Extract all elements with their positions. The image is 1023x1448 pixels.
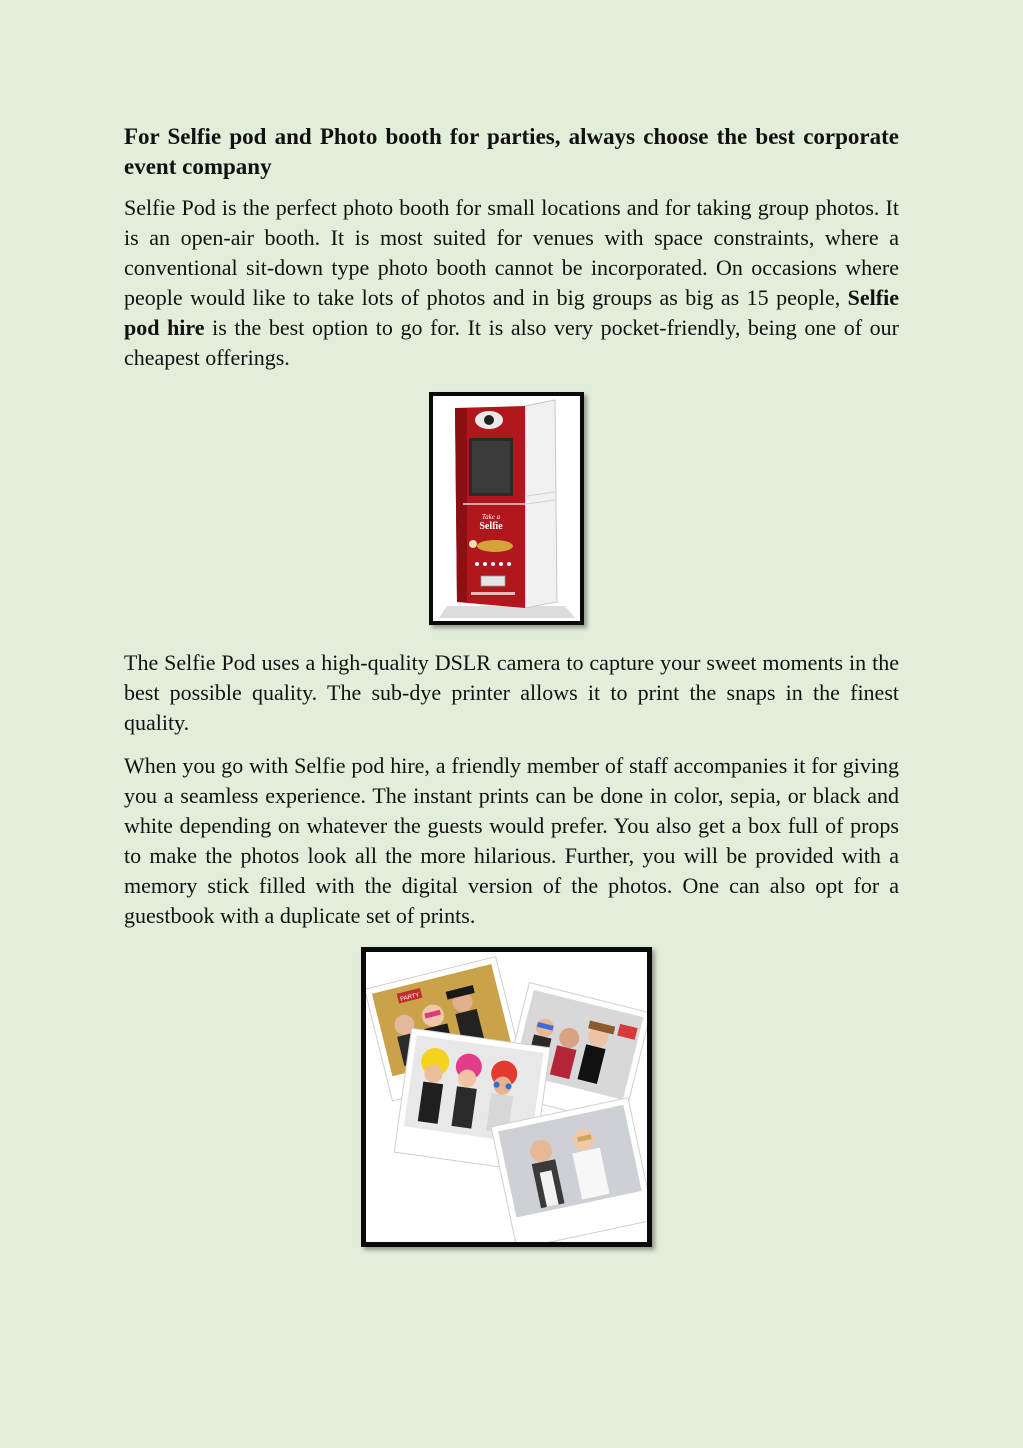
paragraph-intro <box>124 193 899 373</box>
content-top <box>124 122 899 386</box>
paragraph-intro-text: Selfie Pod is the perfect photo booth for small locations and for taking group photos. It is an open-air booth. It is most suited for venues with space constraints, where a conventional sit-down type photo booth cannot be incorporated. On occasions where people would like to take lots of photos and in big groups as big as 15 people, <box>124 195 899 310</box>
paragraph-camera: The Selfie Pod uses a high-quality DSLR camera to capture your sweet moments in the best possible quality. The sub-dye printer allows it to print the snaps in the finest quality. <box>124 650 899 735</box>
page-heading: For Selfie pod and Photo booth for parties, always choose the best corporate event company <box>124 124 899 179</box>
content-middle <box>124 648 899 944</box>
selfie-pod-booth-image <box>429 392 584 625</box>
collage-sign-text: PARTY <box>399 992 421 1003</box>
paragraph-staff: When you go with Selfie pod hire, a friendly member of staff accompanies it for giving you a seamless experience. The instant prints can be done in color, sepia, or black and white depending on whatever the guests would prefer. You also get a box full of props to make the photos look all the more hilarious. Further, you will be provided with a memory stick filled with the digital version of the photos. One can also opt for a guestbook with a duplicate set of prints. <box>124 753 899 928</box>
selfie-pod-hire-bold: Selfie pod hire <box>124 285 899 340</box>
paragraph-intro-text-end: is the best option to go for. It is also very pocket-friendly, being one of our cheapest offerings. <box>124 315 900 370</box>
booth-label-line1: Take a <box>481 513 501 521</box>
booth-label-line2: Selfie <box>479 521 503 532</box>
photo-prints-collage-image <box>361 947 652 1247</box>
